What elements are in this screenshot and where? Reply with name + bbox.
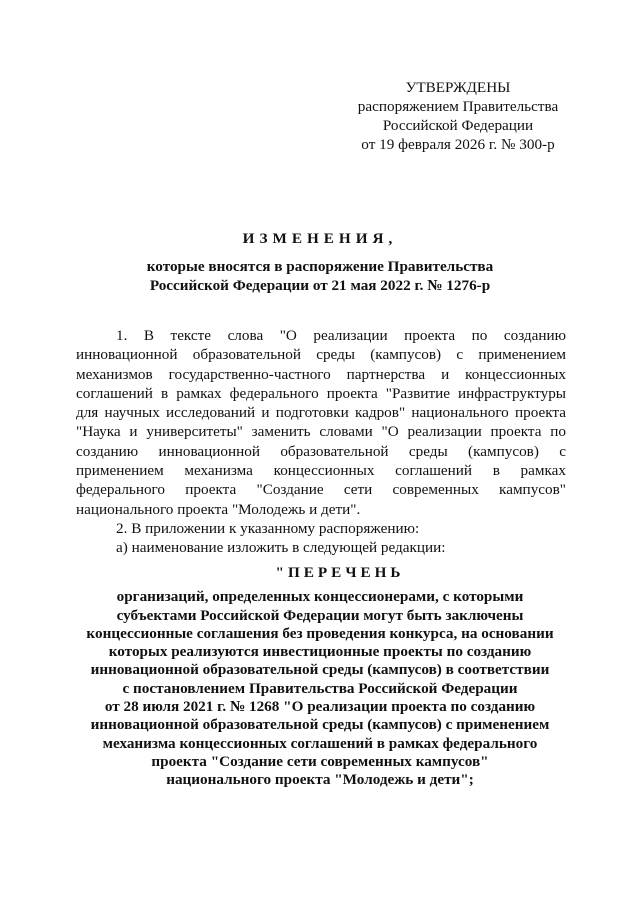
paragraph-2: 2. В приложении к указанному распоряжению: <box>116 519 420 537</box>
list-heading-line: организаций, определенных концессионерами, с которыми <box>116 588 524 606</box>
list-heading-line: субъектами Российской Федерации могут быть заключены <box>116 606 524 624</box>
document-subtitle-line: которые вносятся в распоряжение Правительства <box>146 258 494 275</box>
list-title: "ПЕРЕЧЕНЬ <box>275 564 405 581</box>
paragraph-1: 1. В тексте слова "О реализации проекта по созданию инновационной образовательной среды (кампусов) с применением механизмов государственно-частного партнерства и концессионных соглашений в рамках федерального проекта "Развитие инфраструктуры для научных исследований и подготовки кадров" национального проекта "Наука и университеты" заменить словами "О реализации проекта по созданию инновационной образовательной среды (кампусов) с применением механизма концессионных соглашений в рамках федерального проекта "Создание сети современных кампусов" национального проекта "Молодежь и дети". <box>76 327 566 518</box>
list-heading-line: инновационной образовательной среды (кампусов) с применением <box>90 716 550 734</box>
document-title: ИЗМЕНЕНИЯ, <box>242 230 398 247</box>
list-heading-line: концессионные соглашения без проведения конкурса, на основании <box>86 624 554 642</box>
approval-line: Российской Федерации <box>382 117 534 134</box>
list-heading-line: проекта "Создание сети современных кампусов" <box>151 752 489 770</box>
approval-line: УТВЕРЖДЕНЫ <box>405 79 511 96</box>
document-body <box>76 326 566 558</box>
approval-stamp <box>348 78 568 154</box>
list-heading-line: механизма концессионных соглашений в рамках федерального <box>102 734 538 752</box>
list-heading-line: с постановлением Правительства Российской Федерации <box>122 679 518 697</box>
list-heading-block <box>60 564 580 790</box>
paragraph-3: а) наименование изложить в следующей редакции: <box>116 539 446 557</box>
document-subtitle-line: Российской Федерации от 21 мая 2022 г. № 1276-р <box>149 277 491 294</box>
list-heading-line: которых реализуются инвестиционные проекты по созданию <box>108 643 532 661</box>
approval-line: от 19 февраля 2026 г. № 300-р <box>361 136 555 153</box>
list-heading-line: инновационной образовательной среды (кампусов) в соответствии <box>90 661 550 679</box>
list-heading-line: национального проекта "Молодежь и дети"; <box>166 771 474 789</box>
document-heading <box>60 229 580 295</box>
list-heading-line: от 28 июля 2021 г. № 1268 "О реализации проекта по созданию <box>104 698 536 716</box>
approval-line: распоряжением Правительства <box>357 98 559 115</box>
